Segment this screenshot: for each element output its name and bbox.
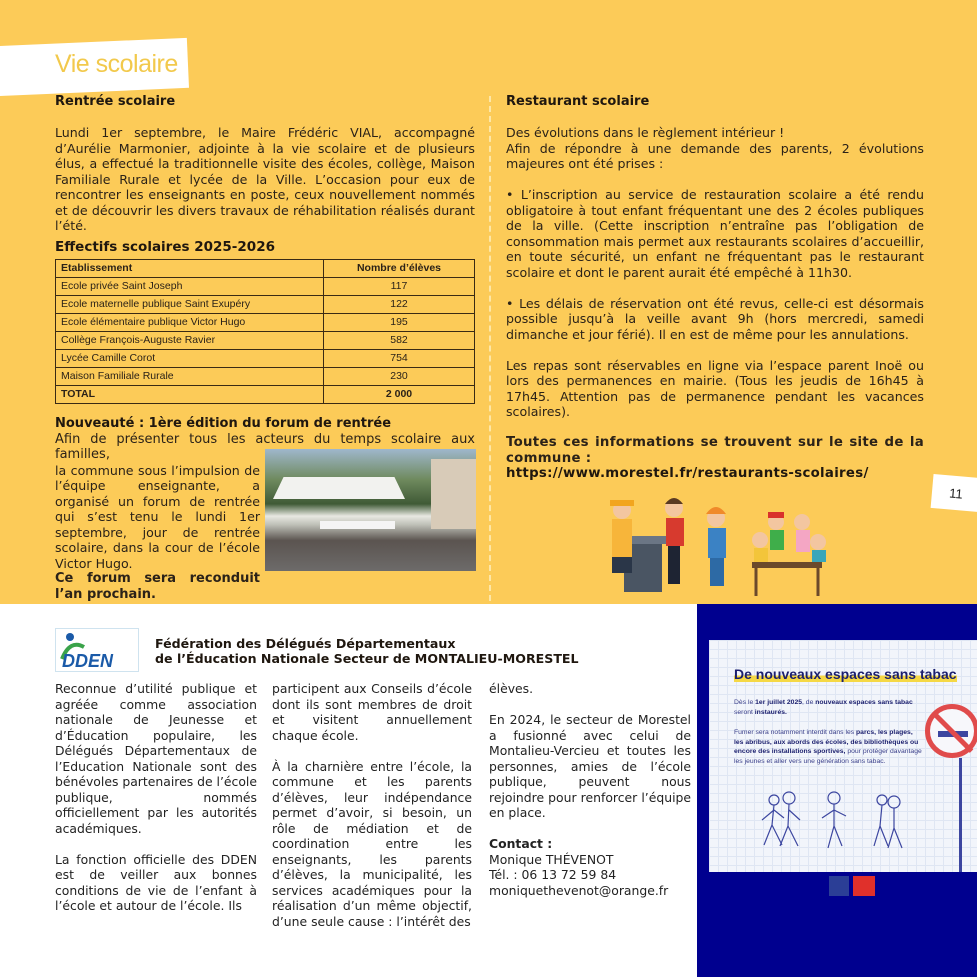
dden-col2-p1: participent aux Conseils d’école dont ils sont membres de droit et visitent annuellement chaque école. — [272, 681, 472, 743]
dden-logo — [55, 628, 139, 672]
tabac-poster — [709, 640, 977, 872]
cell-count: 117 — [324, 278, 475, 296]
dden-heading-line1: Fédération des Délégués Départementaux — [155, 636, 456, 651]
table-row — [56, 314, 475, 332]
page-number: 11 — [931, 474, 977, 512]
table-header-row — [56, 260, 475, 278]
effectifs-heading: Effectifs scolaires 2025-2026 — [55, 238, 275, 255]
cell-count: 230 — [324, 368, 475, 386]
dden-column-3 — [489, 681, 691, 898]
table-row — [56, 368, 475, 386]
cell-count: 122 — [324, 296, 475, 314]
table-total-row — [56, 386, 475, 404]
restaurant-url-link[interactable]: https://www.morestel.fr/restaurants-scolaires/ — [506, 466, 869, 481]
restaurant-repas: Les repas sont réservables en ligne via l’espace parent Inoë ou lors des permanences en mairie. (Tous les jeudis de 16h45 à 17h45. Attention pas de permanence pendant les vacances scolaires). — [506, 357, 924, 419]
restaurant-intro-2: Afin de répondre à une demande des parents, 2 évolutions majeures ont été prises : — [506, 140, 924, 171]
forum-heading: Nouveauté : 1ère édition du forum de rentrée — [55, 416, 392, 431]
restaurant-bullet-2: • Les délais de réservation ont été revus, celle-ci est désormais possible jusqu’à la veille avant 9h (hors mercredi, samedi dimanche et jour férié). Il en est de même pour les annulations. — [506, 295, 924, 342]
cell-name: Ecole élémentaire publique Victor Hugo — [56, 314, 324, 332]
dden-col3-p1: élèves. — [489, 681, 534, 696]
dden-heading-line2: de l’Éducation Nationale Secteur de MONTALIEU-MORESTEL — [155, 651, 579, 666]
dden-col3-p2: En 2024, le secteur de Morestel a fusionné avec celui de Montalieu-Vercieu et toutes les personnes, amies de l’école publique, peuvent nous rejoindre pour renforcer l’équipe en place. — [489, 712, 691, 820]
cell-count: 754 — [324, 350, 475, 368]
cell-name: Ecole privée Saint Joseph — [56, 278, 324, 296]
restaurant-info: Toutes ces informations se trouvent sur le site de la commune : — [506, 435, 924, 466]
table-row — [56, 350, 475, 368]
tabac-title: De nouveaux espaces sans tabac — [734, 666, 957, 682]
restaurant-bullet-1: • L’inscription au service de restauration scolaire a été rendu obligatoire à tout enfant fréquentant une des 2 écoles publiques de la ville. (Cette inscription n’entraîne pas l’obligation de consommation mais permet aux restaurants scolaires d’accueillir, en toute sécurité, un enfant ne fréquentant pas le restaurant scolaire et dont le parent aurait été empêché à 11h30. — [506, 187, 924, 280]
right-column — [506, 94, 924, 482]
dden-logo-text: DDEN — [62, 651, 114, 671]
running-children-sketch — [754, 790, 914, 850]
dden-col2-p2: À la charnière entre l’école, la commune et les parents d’élèves, leur indépendance permet d’avoir, si besoin, un rôle de médiation et de coordination entre les enseignants, les parents d’élèves, la municipalité, les services académiques pour la réalisation d’un même objectif, d’une seule cause : l’intérêt des — [272, 758, 472, 929]
table-row — [56, 278, 475, 296]
left-column — [55, 94, 475, 602]
cell-count: 582 — [324, 332, 475, 350]
forum-lead: Afin de présenter tous les acteurs du temps scolaire aux familles, — [55, 431, 475, 462]
table-row — [56, 296, 475, 314]
tabac-p2: Fumer sera notamment interdit dans les parcs, les plages, les abribus, aux abords des écoles, des bibliothèques ou encore des installations sportives, pour protéger davantage les jeunes et aller vers une génération sans tabac. — [734, 729, 922, 765]
forum-closing: Ce forum sera reconduit l’an prochain. — [55, 571, 260, 602]
dden-column-2 — [272, 681, 472, 929]
dden-heading — [155, 636, 579, 666]
table-row — [56, 332, 475, 350]
cell-name: Ecole maternelle publique Saint Exupéry — [56, 296, 324, 314]
no-smoking-sign-icon — [925, 704, 977, 758]
restaurant-intro-1: Des évolutions dans le règlement intérieur ! — [506, 125, 785, 140]
dden-col1-p1: Reconnue d’utilité publique et agréée comme association nationale de Jeunesse et d’Éducation populaire, les Délégués Départementaux de l’Education Nationale sont des bénévoles partenaires de l’école publique, nommés officiellement par les autorités académiques. — [55, 681, 257, 836]
total-count: 2 000 — [324, 386, 475, 404]
restaurant-heading: Restaurant scolaire — [506, 94, 650, 109]
col-header-etablissement: Etablissement — [56, 260, 324, 278]
forum-body: la commune sous l’impulsion de l’équipe enseignante, a organisé un forum de rentrée qui s’est tenu le lundi 1er septembre, jour de rentrée scolaire, dans la cour de l’école Victor Hugo. — [55, 462, 260, 571]
forum-photo — [265, 449, 476, 571]
effectifs-table — [55, 259, 475, 404]
dden-column-1 — [55, 681, 257, 914]
contact-phone: Tél. : 06 13 72 59 84 — [489, 867, 617, 882]
contact-name: Monique THÉVENOT — [489, 851, 614, 867]
cell-count: 195 — [324, 314, 475, 332]
total-label: TOTAL — [56, 386, 324, 404]
contact-label: Contact : — [489, 836, 553, 851]
column-divider — [489, 96, 491, 601]
cafeteria-children-illustration — [604, 492, 840, 600]
section-title: Vie scolaire — [55, 50, 178, 78]
contact-email[interactable]: moniquethevenot@orange.fr — [489, 882, 669, 898]
forum-block — [55, 416, 475, 602]
cell-name: Maison Familiale Rurale — [56, 368, 324, 386]
french-republic-logo — [829, 876, 877, 896]
tabac-p1: Dès le 1er juillet 2025, de nouveaux espaces sans tabac seront instaurés. — [734, 699, 913, 716]
rentree-heading: Rentrée scolaire — [55, 94, 176, 109]
rentree-body: Lundi 1er septembre, le Maire Frédéric VIAL, accompagné d’Aurélie Marmonier, adjointe à la vie scolaire et de plusieurs élus, a effectué la traditionnelle visite des écoles, collège, Maison Familiale Rurale et lycée de la Ville. L’occasion pour eux de rencontrer les enseignants en poste, ceux nouvellement nommés et de découvrir les divers travaux de réhabilitation réalisés durant l’été. — [55, 125, 475, 233]
dden-col1-p2: La fonction officielle des DDEN est de veiller aux bonnes conditions de vie de l’enfant à l’école et autour de l’école. Ils — [55, 851, 257, 913]
cell-name: Lycée Camille Corot — [56, 350, 324, 368]
col-header-nombre: Nombre d’élèves — [324, 260, 475, 278]
sign-post — [959, 758, 962, 872]
cell-name: Collège François-Auguste Ravier — [56, 332, 324, 350]
